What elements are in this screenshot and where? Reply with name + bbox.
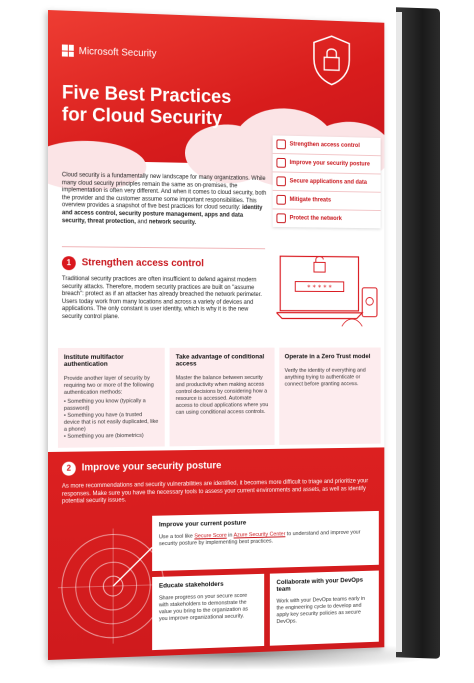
conditional-access-card xyxy=(170,348,274,447)
card-body: Verify the identity of everything and anything trying to authenticate or connect before granting access. xyxy=(284,367,366,388)
card-body xyxy=(64,375,159,440)
toc-item-label: Mitigate threats xyxy=(289,197,332,204)
panel-body xyxy=(159,529,372,548)
card-title: Operate in a Zero Trust model xyxy=(284,353,371,361)
shield-check-icon xyxy=(276,158,285,168)
panel-text: in xyxy=(228,532,233,539)
toc-item[interactable] xyxy=(273,172,381,192)
section-divider xyxy=(62,246,265,249)
password-mask: * * * * * xyxy=(307,283,332,292)
section1-cards xyxy=(58,347,381,447)
devops-panel xyxy=(270,571,379,646)
toc-item[interactable] xyxy=(273,135,381,156)
panel-text: to understand and improve your security posture by implementing best practices. xyxy=(158,529,361,548)
panel-title: Collaborate with your DevOps team xyxy=(276,576,363,593)
toc-list xyxy=(273,135,381,228)
section1-body: Traditional security practices are often insufficient to defend against modern security attacks. Therefore, modern security practices are built on "assume breach": protect as if an attacker has already breached the network perimeter. Users today work from many locations and across a variety of devices and applications. The only constant is user identity, which is why it is the new security control plane. xyxy=(61,276,262,321)
toc-item[interactable] xyxy=(273,209,381,228)
toc-item[interactable] xyxy=(273,191,381,211)
panel-body: Work with your DevOps teams early in the engineering cycle to develop and apply key security policies as secure DevOps. xyxy=(276,595,366,626)
panel-title: Improve your current posture xyxy=(158,519,247,529)
card-text: Provide another layer of security by requiring two or more of the following authentication methods: xyxy=(63,375,154,396)
toc-item[interactable] xyxy=(273,154,381,175)
current-posture-panel xyxy=(152,511,379,571)
panel-text: Use a tool like xyxy=(158,533,193,541)
card-title: Take advantage of conditional access xyxy=(175,353,265,368)
card-body: Master the balance between security and productivity when making access control decisions by considering how a resource is accessed. Automate access to cloud applications where you can using conditional access controls. xyxy=(175,374,269,416)
book-pages-edge xyxy=(396,12,402,652)
section1-number: 1 xyxy=(62,256,76,270)
educate-stakeholders-panel xyxy=(152,574,264,650)
list-item: • Something you are (biometrics) xyxy=(64,433,159,441)
book-cover xyxy=(48,10,384,660)
panel-body: Share progress on your secure score with stakeholders to demonstrate the value you bring to the organization as you improve organizational security. xyxy=(158,592,249,623)
shield-icon xyxy=(310,34,353,88)
section2-title: Improve your security posture xyxy=(81,460,222,474)
microsoft-logo-icon xyxy=(62,44,74,56)
intro-paragraph xyxy=(62,172,267,228)
toc-item-label: Strengthen access control xyxy=(289,141,360,150)
mfa-card xyxy=(58,348,165,448)
intro-and: and xyxy=(137,218,148,225)
network-icon xyxy=(276,213,285,223)
fingerprint-icon xyxy=(276,139,285,149)
panel-title: Educate stakeholders xyxy=(158,580,224,590)
section2-number: 2 xyxy=(62,462,76,476)
cover-title: Five Best Practices for Cloud Security xyxy=(61,82,232,130)
laptop-login-icon xyxy=(276,248,380,336)
brand-name: Microsoft Security xyxy=(78,45,157,60)
intro-text: Cloud security is a fundamentally new landscape for many organizations. While many cloud security principles remain the same as on-premises, the implementation is often very different. And when it comes to cloud security, both the provider and the customer assume some important responsibilities. This overview provides a snapshot of five best practices for cloud security: xyxy=(61,172,267,212)
azure-security-center-link[interactable]: Azure Security Center xyxy=(233,531,286,539)
toc-item-label: Secure applications and data xyxy=(289,178,367,186)
card-bullets xyxy=(64,398,159,441)
list-item: • Something you have (a trusted device that is not easily duplicated, like a phone) xyxy=(64,412,159,434)
intro-bold-end: network security. xyxy=(148,218,197,226)
secure-score-link[interactable]: Secure Score xyxy=(194,532,227,540)
brand xyxy=(62,44,157,59)
zero-trust-card xyxy=(279,347,381,444)
card-title: Institute multifactor authentication xyxy=(63,353,124,368)
book-spine xyxy=(396,7,440,659)
list-item: • Something you know (typically a password) xyxy=(64,398,159,413)
toc-item-label: Improve your security posture xyxy=(289,160,370,168)
section2-body: As more recommendations and security vulnerabilities are identified, it becomes more difficult to triage and prioritize your responses. Make sure you have the necessary tools to assess your current environments and assets, as well as identify potential security issues. xyxy=(61,478,369,505)
alert-icon xyxy=(276,195,285,205)
section1-title: Strengthen access control xyxy=(81,257,204,270)
toc-item-label: Protect the network xyxy=(289,215,342,223)
lock-icon xyxy=(276,176,285,186)
intro-bold: identity and access control, security posture management, apps and data security, threat protection, xyxy=(61,205,263,225)
